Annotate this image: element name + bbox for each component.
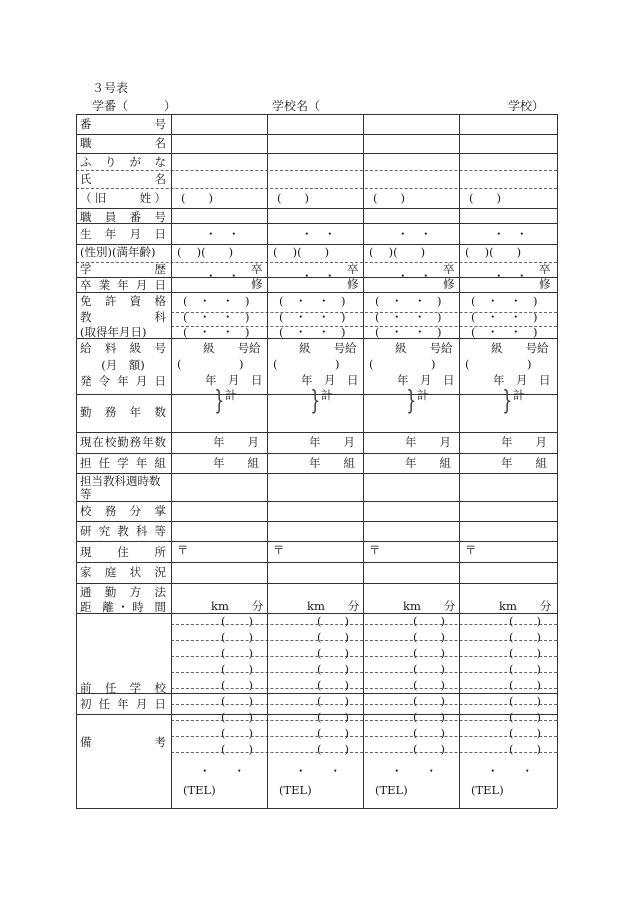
previous-school-paren: ( )	[509, 662, 541, 676]
row-label-homeroom: 担 任 学 年 組	[80, 456, 166, 470]
previous-school-paren: ( )	[221, 710, 253, 724]
appointment-ymd: 年 月 日	[397, 373, 455, 387]
row-label-number: 番 号	[80, 117, 166, 131]
row-divider	[76, 521, 557, 522]
previous-school-paren: ( )	[413, 630, 445, 644]
remarks-tel: (TEL)	[279, 783, 312, 797]
row-divider	[76, 541, 557, 542]
service-total: 計	[225, 388, 237, 402]
dashed-divider	[76, 188, 557, 189]
previous-school-paren: ( )	[317, 742, 349, 756]
row-divider	[76, 808, 557, 809]
graduation-date-dots: ・ ・	[301, 269, 336, 283]
row-label-acquisition-date: (取得年月日)	[80, 325, 147, 339]
previous-school-paren: ( )	[509, 726, 541, 740]
row-label-research-subject: 研 究 教 科 等	[80, 524, 166, 538]
previous-school-paren: ( )	[317, 630, 349, 644]
former-name-paren: ( )	[277, 191, 309, 205]
row-label-education: 学 歴	[80, 262, 166, 276]
row-label-commute-distance: 距 離・時 間	[80, 600, 166, 614]
first-appointment-dots: ・ ・	[295, 764, 341, 778]
previous-school-paren: ( )	[413, 710, 445, 724]
previous-school-paren: ( )	[413, 726, 445, 740]
column-divider	[76, 114, 77, 808]
former-name-paren: ( )	[469, 191, 501, 205]
previous-school-paren: ( )	[413, 742, 445, 756]
previous-school-paren: ( )	[317, 694, 349, 708]
previous-school-paren: ( )	[509, 710, 541, 724]
graduation-date-dots: ・ ・	[205, 269, 240, 283]
row-label-subject-hours-2: 等	[80, 487, 92, 501]
row-label-previous-schools: 前 任 学 校	[80, 681, 166, 695]
homeroom-grade-class: 年 組	[501, 456, 547, 470]
previous-school-paren: ( )	[221, 630, 253, 644]
previous-school-paren: ( )	[221, 694, 253, 708]
years-at-school-ym: 年 月	[309, 435, 355, 449]
completed-mark: 修	[539, 277, 551, 291]
previous-school-paren: ( )	[413, 678, 445, 692]
previous-school-paren: ( )	[509, 694, 541, 708]
postal-mark: 〒	[273, 543, 285, 557]
previous-school-paren: ( )	[317, 726, 349, 740]
commute-km-min: km 分	[499, 599, 552, 613]
birth-date-dots: ・ ・	[205, 227, 240, 241]
postal-mark: 〒	[177, 543, 189, 557]
grade-step: 級 号給	[203, 341, 261, 355]
row-label-position: 職 名	[80, 136, 166, 150]
license-paren: ( ・ ・ )	[279, 294, 346, 308]
previous-school-paren: ( )	[413, 694, 445, 708]
subject-paren: ( ・ ・ )	[375, 310, 442, 324]
row-label-graduation-date: 卒 業 年 月 日	[80, 278, 166, 292]
birth-date-dots: ・ ・	[397, 227, 432, 241]
service-total: 計	[513, 388, 525, 402]
remarks-tel: (TEL)	[375, 783, 408, 797]
homeroom-grade-class: 年 組	[309, 456, 355, 470]
row-label-gender-age: (性別)(満年齢)	[80, 245, 156, 259]
commute-km-min: km 分	[307, 599, 360, 613]
graduated-mark: 卒	[347, 262, 359, 276]
graduation-date-dots: ・ ・	[397, 269, 432, 283]
column-divider	[171, 114, 172, 808]
previous-school-paren: ( )	[317, 678, 349, 692]
monthly-amount-paren: ( )	[369, 357, 436, 371]
gender-age-paren: ( )( )	[273, 245, 330, 259]
graduated-mark: 卒	[539, 262, 551, 276]
row-label-commute-method: 通 勤 方 法	[80, 585, 166, 599]
row-label-family: 家 庭 状 況	[80, 565, 166, 579]
previous-school-paren: ( )	[509, 630, 541, 644]
remarks-tel: (TEL)	[183, 783, 216, 797]
row-divider	[76, 432, 557, 433]
column-divider	[557, 114, 558, 808]
appointment-ymd: 年 月 日	[493, 373, 551, 387]
previous-school-paren: ( )	[413, 614, 445, 628]
row-label-subject: 教 科	[80, 310, 166, 324]
completed-mark: 修	[443, 277, 455, 291]
acquisition-date-paren: ( ・ ・ )	[279, 325, 346, 339]
column-divider	[459, 114, 460, 808]
commute-km-min: km 分	[403, 599, 456, 613]
brace-icon: }	[214, 386, 225, 416]
row-label-remarks: 備 考	[80, 735, 166, 749]
graduation-date-dots: ・ ・	[493, 269, 528, 283]
previous-school-paren: ( )	[221, 678, 253, 692]
monthly-amount-paren: ( )	[177, 357, 244, 371]
monthly-amount-paren: ( )	[465, 357, 532, 371]
completed-mark: 修	[347, 277, 359, 291]
birth-date-dots: ・ ・	[493, 227, 528, 241]
gender-age-paren: ( )( )	[369, 245, 426, 259]
appointment-ymd: 年 月 日	[205, 373, 263, 387]
previous-school-paren: ( )	[221, 614, 253, 628]
row-label-address: 現 住 所	[80, 545, 166, 559]
years-at-school-ym: 年 月	[213, 435, 259, 449]
subject-paren: ( ・ ・ )	[279, 310, 346, 324]
row-label-furigana: ふ り が な	[80, 155, 166, 169]
postal-mark: 〒	[369, 543, 381, 557]
first-appointment-dots: ・ ・	[199, 764, 245, 778]
previous-school-paren: ( )	[509, 742, 541, 756]
previous-school-paren: ( )	[221, 726, 253, 740]
row-label-years-at-school: 現在校勤務年数	[80, 435, 166, 449]
acquisition-date-paren: ( ・ ・ )	[183, 325, 250, 339]
service-total: 計	[321, 388, 333, 402]
appointment-ymd: 年 月 日	[301, 373, 359, 387]
years-at-school-ym: 年 月	[405, 435, 451, 449]
column-divider	[267, 114, 268, 808]
previous-school-paren: ( )	[509, 646, 541, 660]
school-name-open: 学校名（	[272, 99, 321, 113]
postal-mark: 〒	[465, 543, 477, 557]
former-name-paren: ( )	[181, 191, 213, 205]
homeroom-grade-class: 年 組	[213, 456, 259, 470]
previous-school-paren: ( )	[221, 742, 253, 756]
previous-school-paren: ( )	[509, 614, 541, 628]
row-label-license: 免 許 資 格	[80, 294, 166, 308]
brace-icon: }	[502, 386, 513, 416]
row-divider	[76, 453, 557, 454]
previous-school-paren: ( )	[221, 662, 253, 676]
subject-paren: ( ・ ・ )	[471, 310, 538, 324]
row-label-first-appointment: 初 任 年 月 日	[80, 697, 166, 711]
gender-age-paren: ( )( )	[465, 245, 522, 259]
license-paren: ( ・ ・ )	[375, 294, 442, 308]
previous-school-paren: ( )	[413, 662, 445, 676]
previous-school-paren: ( )	[317, 646, 349, 660]
school-name-close: 学校）	[508, 99, 545, 113]
gender-age-paren: ( )( )	[177, 245, 234, 259]
previous-school-paren: ( )	[317, 662, 349, 676]
row-label-name: 氏 名	[80, 172, 166, 186]
birth-date-dots: ・ ・	[301, 227, 336, 241]
former-name-paren: ( )	[373, 191, 405, 205]
previous-school-paren: ( )	[509, 678, 541, 692]
graduated-mark: 卒	[251, 262, 263, 276]
monthly-amount-paren: ( )	[273, 357, 340, 371]
first-appointment-dots: ・ ・	[391, 764, 437, 778]
form-number: ３号表	[92, 81, 129, 95]
graduated-mark: 卒	[443, 262, 455, 276]
brace-icon: }	[406, 386, 417, 416]
previous-school-paren: ( )	[221, 646, 253, 660]
row-label-birth-date: 生 年 月 日	[80, 227, 166, 241]
service-total: 計	[417, 388, 429, 402]
row-label-years-of-service: 勤 務 年 数	[80, 405, 166, 419]
acquisition-date-paren: ( ・ ・ )	[375, 325, 442, 339]
grade-step: 級 号給	[491, 341, 549, 355]
brace-icon: }	[310, 386, 321, 416]
previous-school-paren: ( )	[317, 710, 349, 724]
previous-school-paren: ( )	[317, 614, 349, 628]
grade-step: 級 号給	[299, 341, 357, 355]
column-divider	[363, 114, 364, 808]
row-label-appointment-date: 発 令 年 月 日	[80, 374, 166, 388]
row-label-former-name: （旧 姓）	[80, 191, 166, 205]
subject-paren: ( ・ ・ )	[183, 310, 250, 324]
row-label-school-duties: 校 務 分 掌	[80, 504, 166, 518]
years-at-school-ym: 年 月	[501, 435, 547, 449]
row-label-monthly-amount: (月 額)	[101, 358, 145, 372]
first-appointment-dots: ・ ・	[487, 764, 533, 778]
completed-mark: 修	[251, 277, 263, 291]
homeroom-grade-class: 年 組	[405, 456, 451, 470]
row-label-staff-number: 職 員 番 号	[80, 210, 166, 224]
row-label-subject-hours-1: 担当教科週時数	[80, 474, 161, 488]
acquisition-date-paren: ( ・ ・ )	[471, 325, 538, 339]
remarks-tel: (TEL)	[471, 783, 504, 797]
license-paren: ( ・ ・ )	[471, 294, 538, 308]
row-divider	[76, 114, 557, 115]
staff-record-table	[76, 114, 557, 808]
previous-school-paren: ( )	[413, 646, 445, 660]
student-number-header: 学番（ ）	[92, 99, 177, 113]
commute-km-min: km 分	[211, 599, 264, 613]
grade-step: 級 号給	[395, 341, 453, 355]
license-paren: ( ・ ・ )	[183, 294, 250, 308]
row-label-salary-grade: 給 料 級 号	[80, 341, 166, 355]
row-divider	[76, 562, 557, 563]
